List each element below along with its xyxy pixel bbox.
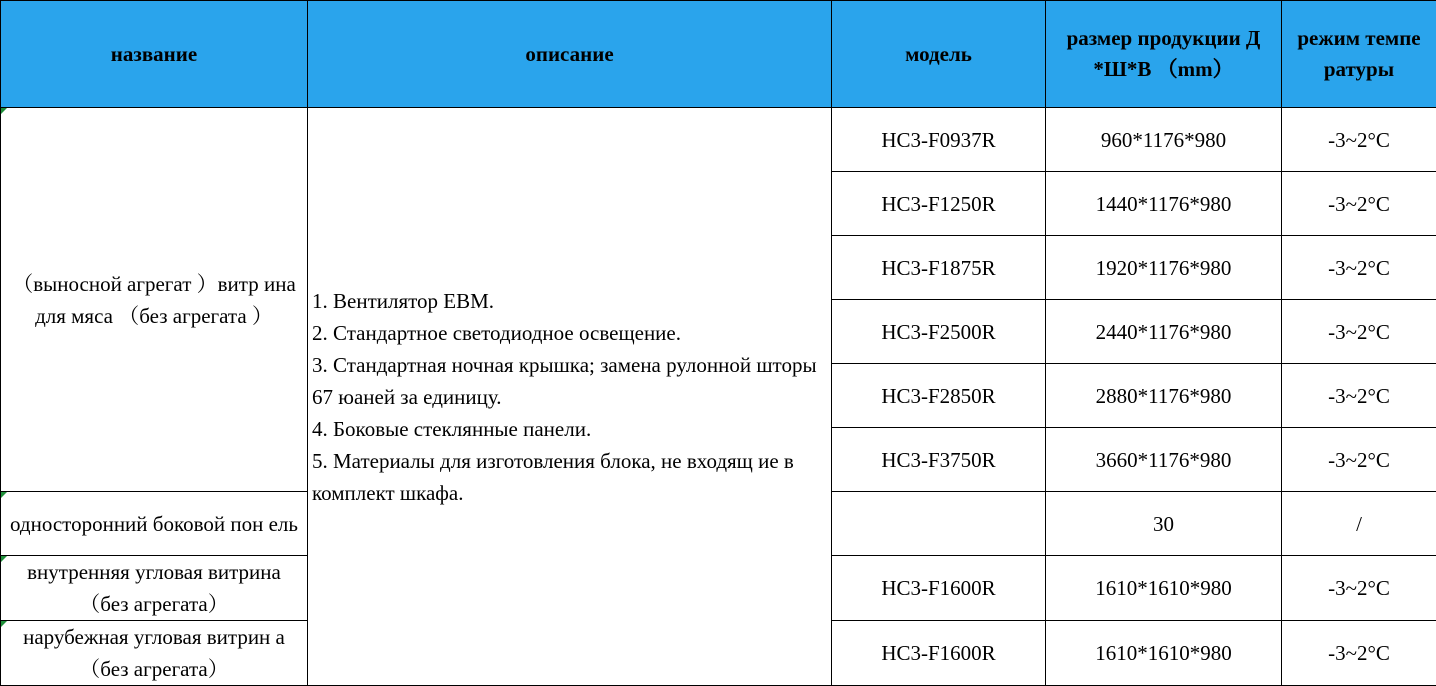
model-cell: HC3-F1600R xyxy=(832,621,1046,686)
model-cell: HC3-F1600R xyxy=(832,556,1046,621)
header-name: название xyxy=(1,1,308,108)
description-cell xyxy=(308,108,832,686)
size-cell: 30 xyxy=(1046,492,1282,556)
size-cell: 3660*1176*980 xyxy=(1046,428,1282,492)
name-cell xyxy=(1,621,308,686)
model-cell: HC3-F0937R xyxy=(832,108,1046,172)
model-cell: HC3-F2500R xyxy=(832,300,1046,364)
size-cell: 1610*1610*980 xyxy=(1046,556,1282,621)
corner-mark-icon xyxy=(1,621,7,627)
header-description: описание xyxy=(308,1,832,108)
model-cell: HC3-F3750R xyxy=(832,428,1046,492)
row-name: внутренняя угловая витрина （без агрегата） xyxy=(27,560,281,616)
temp-cell: -3~2°C xyxy=(1282,364,1436,428)
temp-cell: -3~2°C xyxy=(1282,556,1436,621)
corner-mark-icon xyxy=(1,492,7,498)
model-cell: HC3-F1250R xyxy=(832,172,1046,236)
corner-mark-icon xyxy=(1,108,7,114)
model-cell xyxy=(832,492,1046,556)
size-cell: 1920*1176*980 xyxy=(1046,236,1282,300)
row-name: односторонний боковой пон ель xyxy=(10,512,298,536)
size-cell: 960*1176*980 xyxy=(1046,108,1282,172)
group-name-cell xyxy=(1,108,308,492)
corner-mark-icon xyxy=(1,556,7,562)
size-cell: 2880*1176*980 xyxy=(1046,364,1282,428)
temp-cell: -3~2°C xyxy=(1282,236,1436,300)
temp-cell: -3~2°C xyxy=(1282,108,1436,172)
header-size: размер продукции Д *Ш*В （mm） xyxy=(1046,1,1282,108)
name-cell xyxy=(1,492,308,556)
name-cell xyxy=(1,556,308,621)
row-name: нарубежная угловая витрин а （без агрегата） xyxy=(23,625,285,681)
description-line: 3. Стандартная ночная крышка; замена рулонной шторы 67 юаней за единицу. xyxy=(312,349,827,413)
temp-cell: -3~2°C xyxy=(1282,172,1436,236)
description-line: 4. Боковые стеклянные панели. xyxy=(312,413,827,445)
temp-cell: -3~2°C xyxy=(1282,300,1436,364)
header-temp: режим темпе ратуры xyxy=(1282,1,1436,108)
size-cell: 1610*1610*980 xyxy=(1046,621,1282,686)
description-line: 2. Стандартное светодиодное освещение. xyxy=(312,317,827,349)
description-line: 5. Материалы для изготовления блока, не входящ ие в комплект шкафа. xyxy=(312,445,827,509)
temp-cell: -3~2°C xyxy=(1282,621,1436,686)
size-cell: 2440*1176*980 xyxy=(1046,300,1282,364)
group-name: （выносной агрегат ）витр ина для мяса （без агрегата ） xyxy=(12,272,296,328)
description-line: 1. Вентилятор EBM. xyxy=(312,285,827,317)
header-model: модель xyxy=(832,1,1046,108)
temp-cell: / xyxy=(1282,492,1436,556)
size-cell: 1440*1176*980 xyxy=(1046,172,1282,236)
model-cell: HC3-F1875R xyxy=(832,236,1046,300)
model-cell: HC3-F2850R xyxy=(832,364,1046,428)
table-row xyxy=(1,108,1436,172)
temp-cell: -3~2°C xyxy=(1282,428,1436,492)
header-row xyxy=(1,1,1436,108)
